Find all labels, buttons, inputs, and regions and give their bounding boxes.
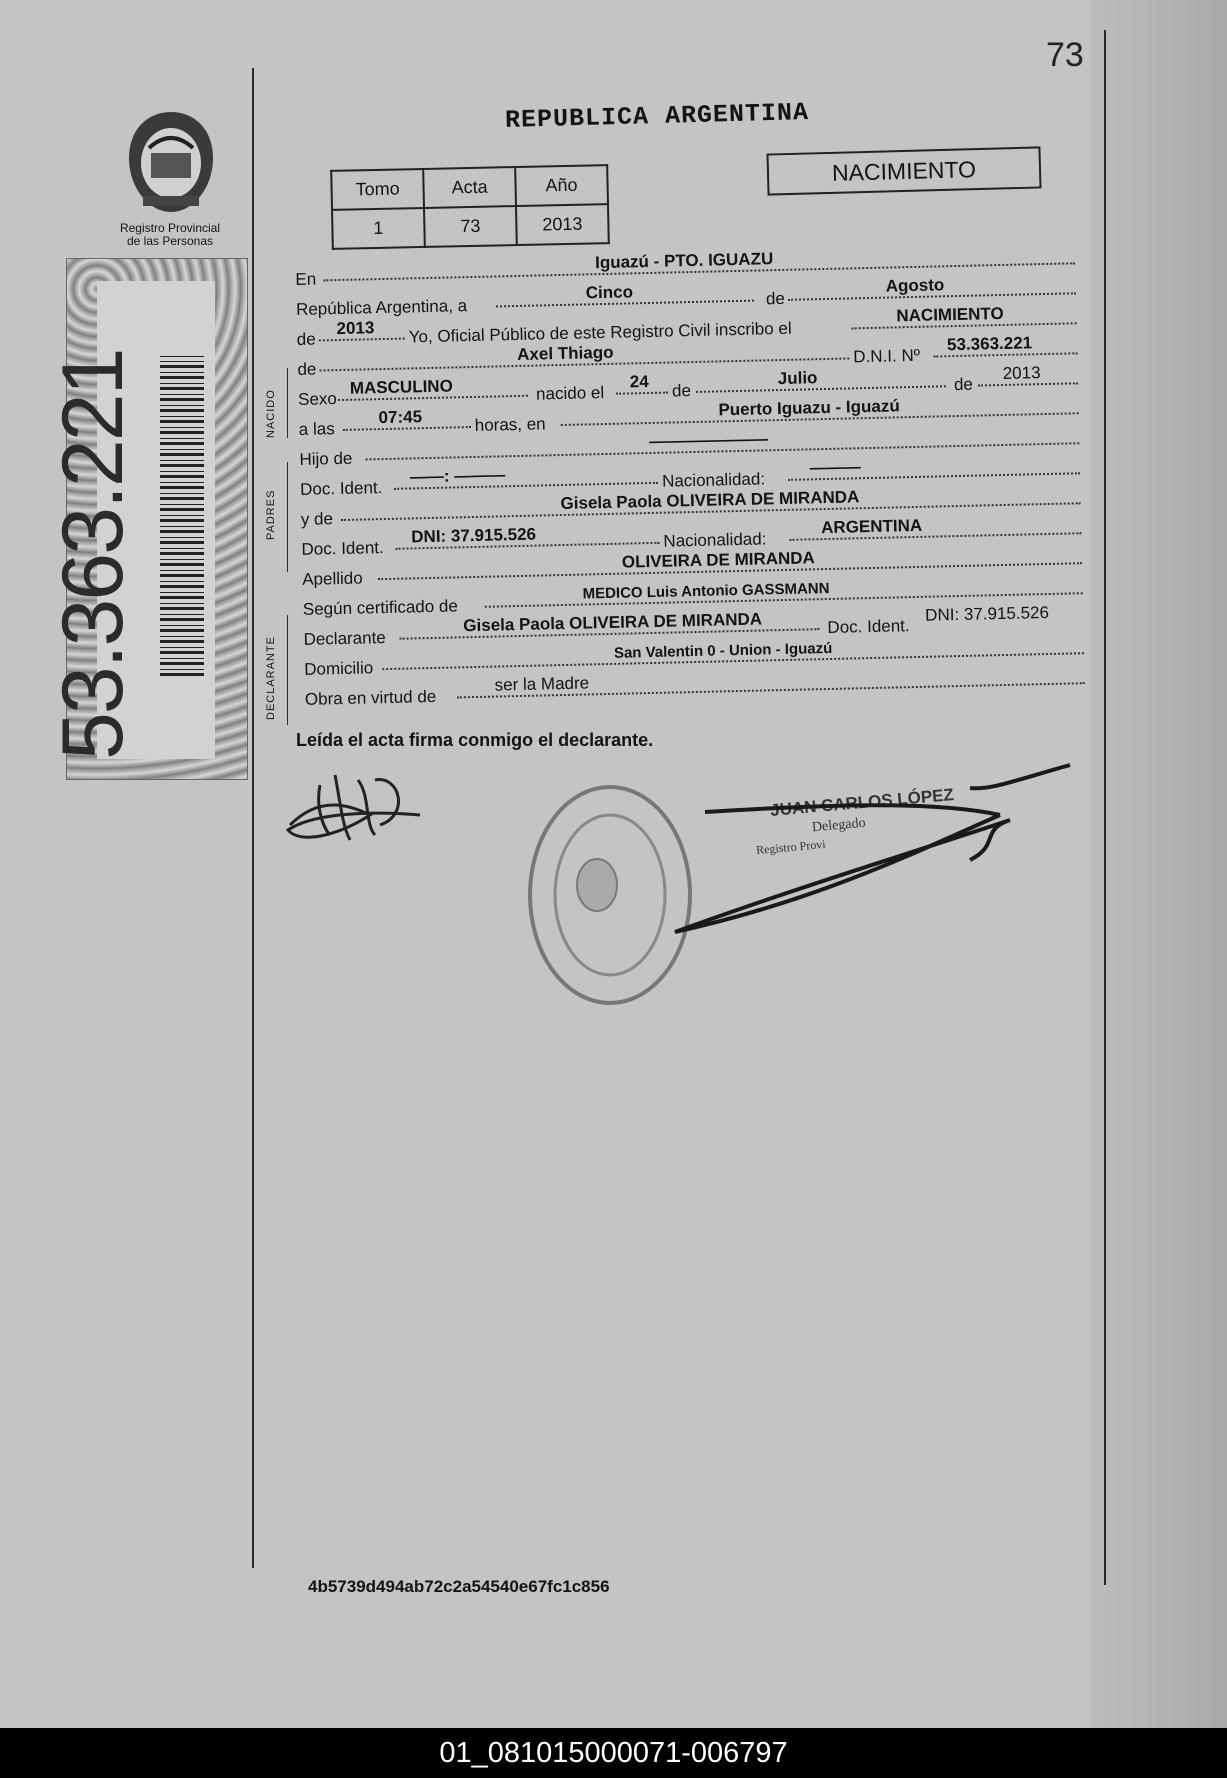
label-certificate: Según certificado de	[302, 596, 459, 619]
label-address: Domicilio	[304, 658, 374, 679]
country-title: REPUBLICA ARGENTINA	[504, 98, 810, 135]
record-type-box: NACIMIENTO	[766, 146, 1041, 195]
value-birth-month: Julio	[777, 368, 818, 389]
value-child-name: Axel Thiago	[516, 342, 614, 364]
value-father-doc: ——: ———	[409, 465, 506, 487]
value-certificate: MEDICO Luis Antonio GASSMANN	[582, 579, 830, 603]
value-declarant-doc: DNI: 37.915.526	[924, 602, 1050, 625]
label-doc: Doc. Ident.	[827, 616, 910, 638]
record-table	[330, 164, 610, 250]
file-caption: 01_081015000071-006797	[0, 1728, 1227, 1778]
value-mother-nationality: ARGENTINA	[820, 515, 923, 538]
value-sex: MASCULINO	[349, 376, 454, 398]
value-address: San Valentin 0 - Union - Iguazú	[613, 639, 833, 662]
section-label-declarant: DECLARANTE	[265, 636, 277, 720]
closing-text: Leída el acta firma conmigo el declarante.	[296, 730, 654, 750]
value-month: Agosto	[885, 275, 945, 296]
dotted-line	[696, 385, 946, 393]
official-registry: Registro Provi	[755, 836, 827, 858]
label-capacity: Obra en virtud de	[304, 686, 437, 709]
label-de: de	[297, 359, 317, 379]
label-surname: Apellido	[301, 568, 363, 589]
born-section-line	[287, 368, 288, 438]
label-de: de	[671, 381, 692, 401]
record-header-year: Año	[515, 165, 608, 206]
declarant-signature	[280, 755, 440, 865]
record-value-acta: 73	[424, 206, 517, 247]
declarant-section-line	[287, 615, 288, 725]
value-dni: 53.363.221	[946, 333, 1033, 355]
record-value-year: 2013	[516, 204, 609, 245]
value-father-name: ———————	[648, 429, 769, 452]
value-time: 07:45	[378, 407, 423, 428]
label-at: a las	[298, 419, 335, 439]
official-signature	[670, 760, 1090, 940]
right-margin-line	[1104, 30, 1106, 1585]
registry-name-line2: de las Personas	[126, 234, 214, 248]
page-shadow	[1090, 0, 1227, 1728]
value-mother-name: Gisela Paola OLIVEIRA DE MIRANDA	[560, 487, 860, 514]
value-declarant: Gisela Paola OLIVEIRA DE MIRANDA	[463, 609, 763, 636]
label-de: de	[953, 374, 974, 395]
value-year: 2013	[336, 318, 375, 339]
value-capacity: ser la Madre	[494, 673, 590, 695]
coat-of-arms-icon	[120, 108, 222, 218]
label-de: de	[765, 288, 786, 309]
value-mother-doc: DNI: 37.915.526	[411, 524, 537, 547]
record-header-acta: Acta	[423, 167, 516, 208]
label-sex: Sexo	[297, 389, 338, 409]
label-de: de	[296, 329, 316, 349]
label-and-of: y de	[300, 509, 334, 529]
official-name: JUAN CARLOS LÓPEZ	[769, 785, 955, 820]
sticker-number: 53.363.221	[45, 349, 141, 760]
section-label-born: NACIDO	[265, 389, 277, 438]
label-nationality: Nacionalidad:	[663, 529, 767, 551]
page-number: 73	[1046, 36, 1084, 74]
sticker-barcode	[160, 356, 204, 676]
record-value-tomo: 1	[332, 208, 425, 249]
value-birth-day: 24	[629, 372, 649, 392]
label-republic: República Argentina, a	[295, 296, 468, 319]
label-doc: Doc. Ident.	[299, 478, 383, 499]
registry-name	[100, 222, 240, 248]
label-nationality: Nacionalidad:	[661, 469, 766, 491]
value-inscription: NACIMIENTO	[896, 303, 1004, 326]
label-declarant: Declarante	[303, 628, 386, 649]
value-birth-place: Puerto Iguazu - Iguazú	[718, 396, 900, 420]
label-born: nacido el	[535, 383, 605, 404]
official-title: Delegado	[811, 815, 867, 836]
document-hash: 4b5739d494ab72c2a54540e67fc1c856	[308, 1577, 610, 1596]
value-birth-year: 2013	[1002, 363, 1041, 383]
value-father-nationality: ———	[809, 457, 862, 478]
record-header-tomo: Tomo	[331, 169, 424, 210]
label-dni: D.N.I. Nº	[853, 345, 921, 367]
parents-section-line	[287, 462, 288, 572]
birth-record-form	[295, 244, 1095, 712]
label-son-of: Hijo de	[299, 448, 353, 469]
registry-name-line1: Registro Provincial	[119, 221, 221, 235]
value-place: Iguazú - PTO. IGUAZU	[594, 249, 774, 273]
value-surname: OLIVEIRA DE MIRANDA	[621, 548, 816, 572]
value-day: Cinco	[585, 282, 634, 303]
label-doc: Doc. Ident.	[301, 538, 384, 559]
label-hours: horas, en	[474, 414, 546, 435]
section-label-parents: PADRES	[265, 489, 277, 540]
label-official-phrase: Yo, Oficial Público de este Registro Civil inscribo el	[408, 318, 792, 347]
left-margin-line	[252, 68, 254, 1568]
label-en: En	[295, 269, 317, 289]
